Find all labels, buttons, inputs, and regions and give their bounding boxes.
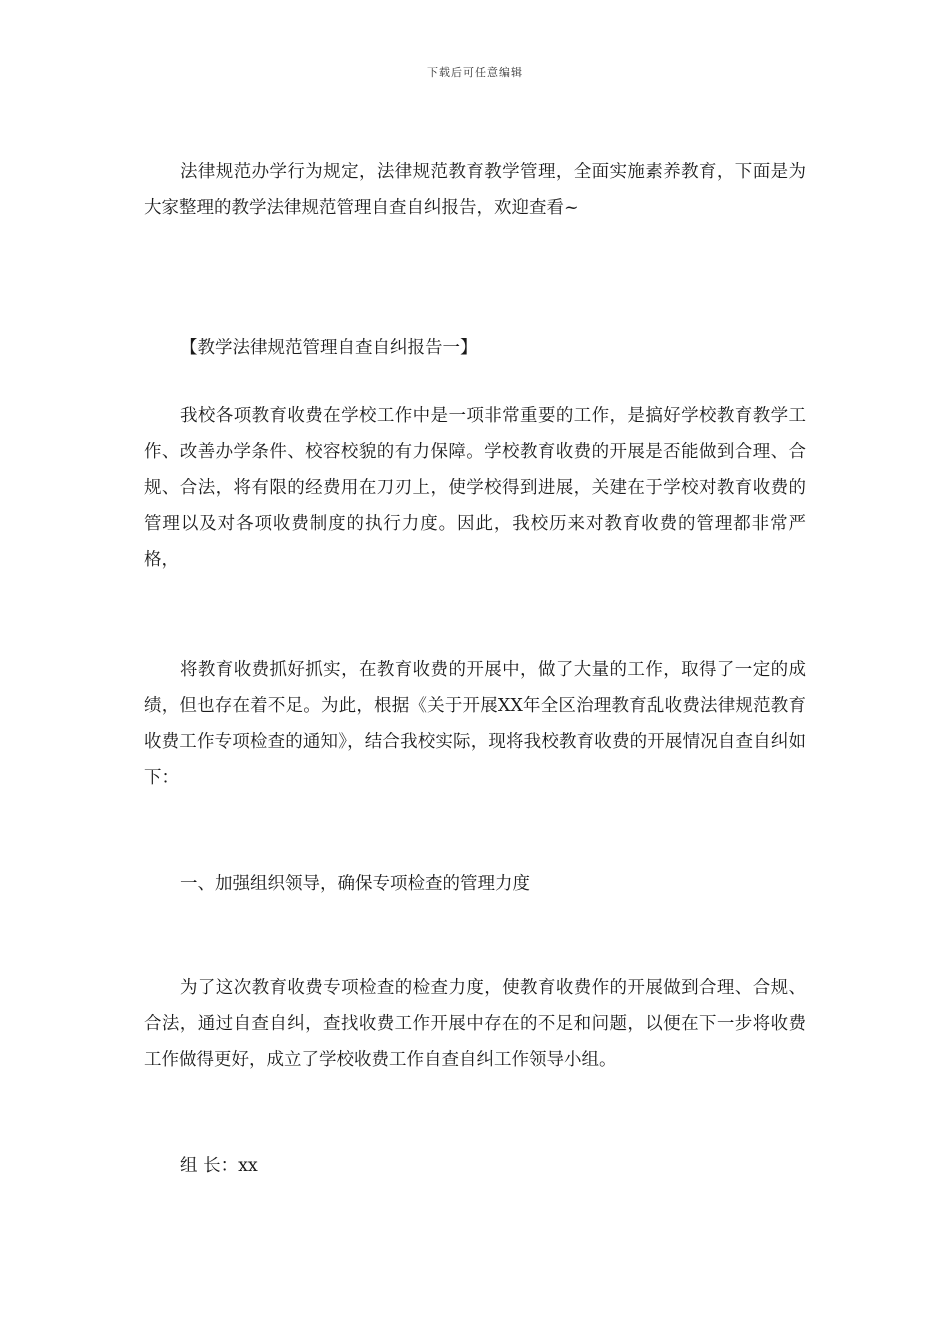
- body-paragraph-3: 为了这次教育收费专项检查的检查力度，使教育收费作的开展做到合理、合规、合法，通过自查自纠，查找收费工作开展中存在的不足和问题，以便在下一步将收费工作做得更好，成立了学校收费工作自查自纠工作领导小组。: [144, 978, 806, 1070]
- section-heading-1: 一、加强组织领导，确保专项检查的管理力度: [180, 874, 530, 894]
- intro-paragraph: 法律规范办学行为规定，法律规范教育教学管理，全面实施素养教育，下面是为大家整理的教学法律规范管理自查自纠报告，欢迎查看~: [144, 162, 806, 218]
- body-paragraph-2: 将教育收费抓好抓实，在教育收费的开展中，做了大量的工作，取得了一定的成绩，但也存在着不足。为此，根据《关于开展XX年全区治理教育乱收费法律规范教育收费工作专项检查的通知》，结合我校实际，现将我校教育收费的开展情况自查自纠如下：: [144, 660, 806, 788]
- section-title: 【教学法律规范管理自查自纠报告一】: [180, 338, 478, 358]
- leader-line: 组 长：xx: [180, 1156, 258, 1176]
- header-note: 下载后可任意编辑: [427, 66, 523, 79]
- body-paragraph-1: 我校各项教育收费在学校工作中是一项非常重要的工作，是搞好学校教育教学工作、改善办学条件、校容校貌的有力保障。学校教育收费的开展是否能做到合理、合规、合法，将有限的经费用在刀刃上，使学校得到进展，关建在于学校对教育收费的管理以及对各项收费制度的执行力度。因此，我校历来对教育收费的管理都非常严格，: [144, 406, 806, 570]
